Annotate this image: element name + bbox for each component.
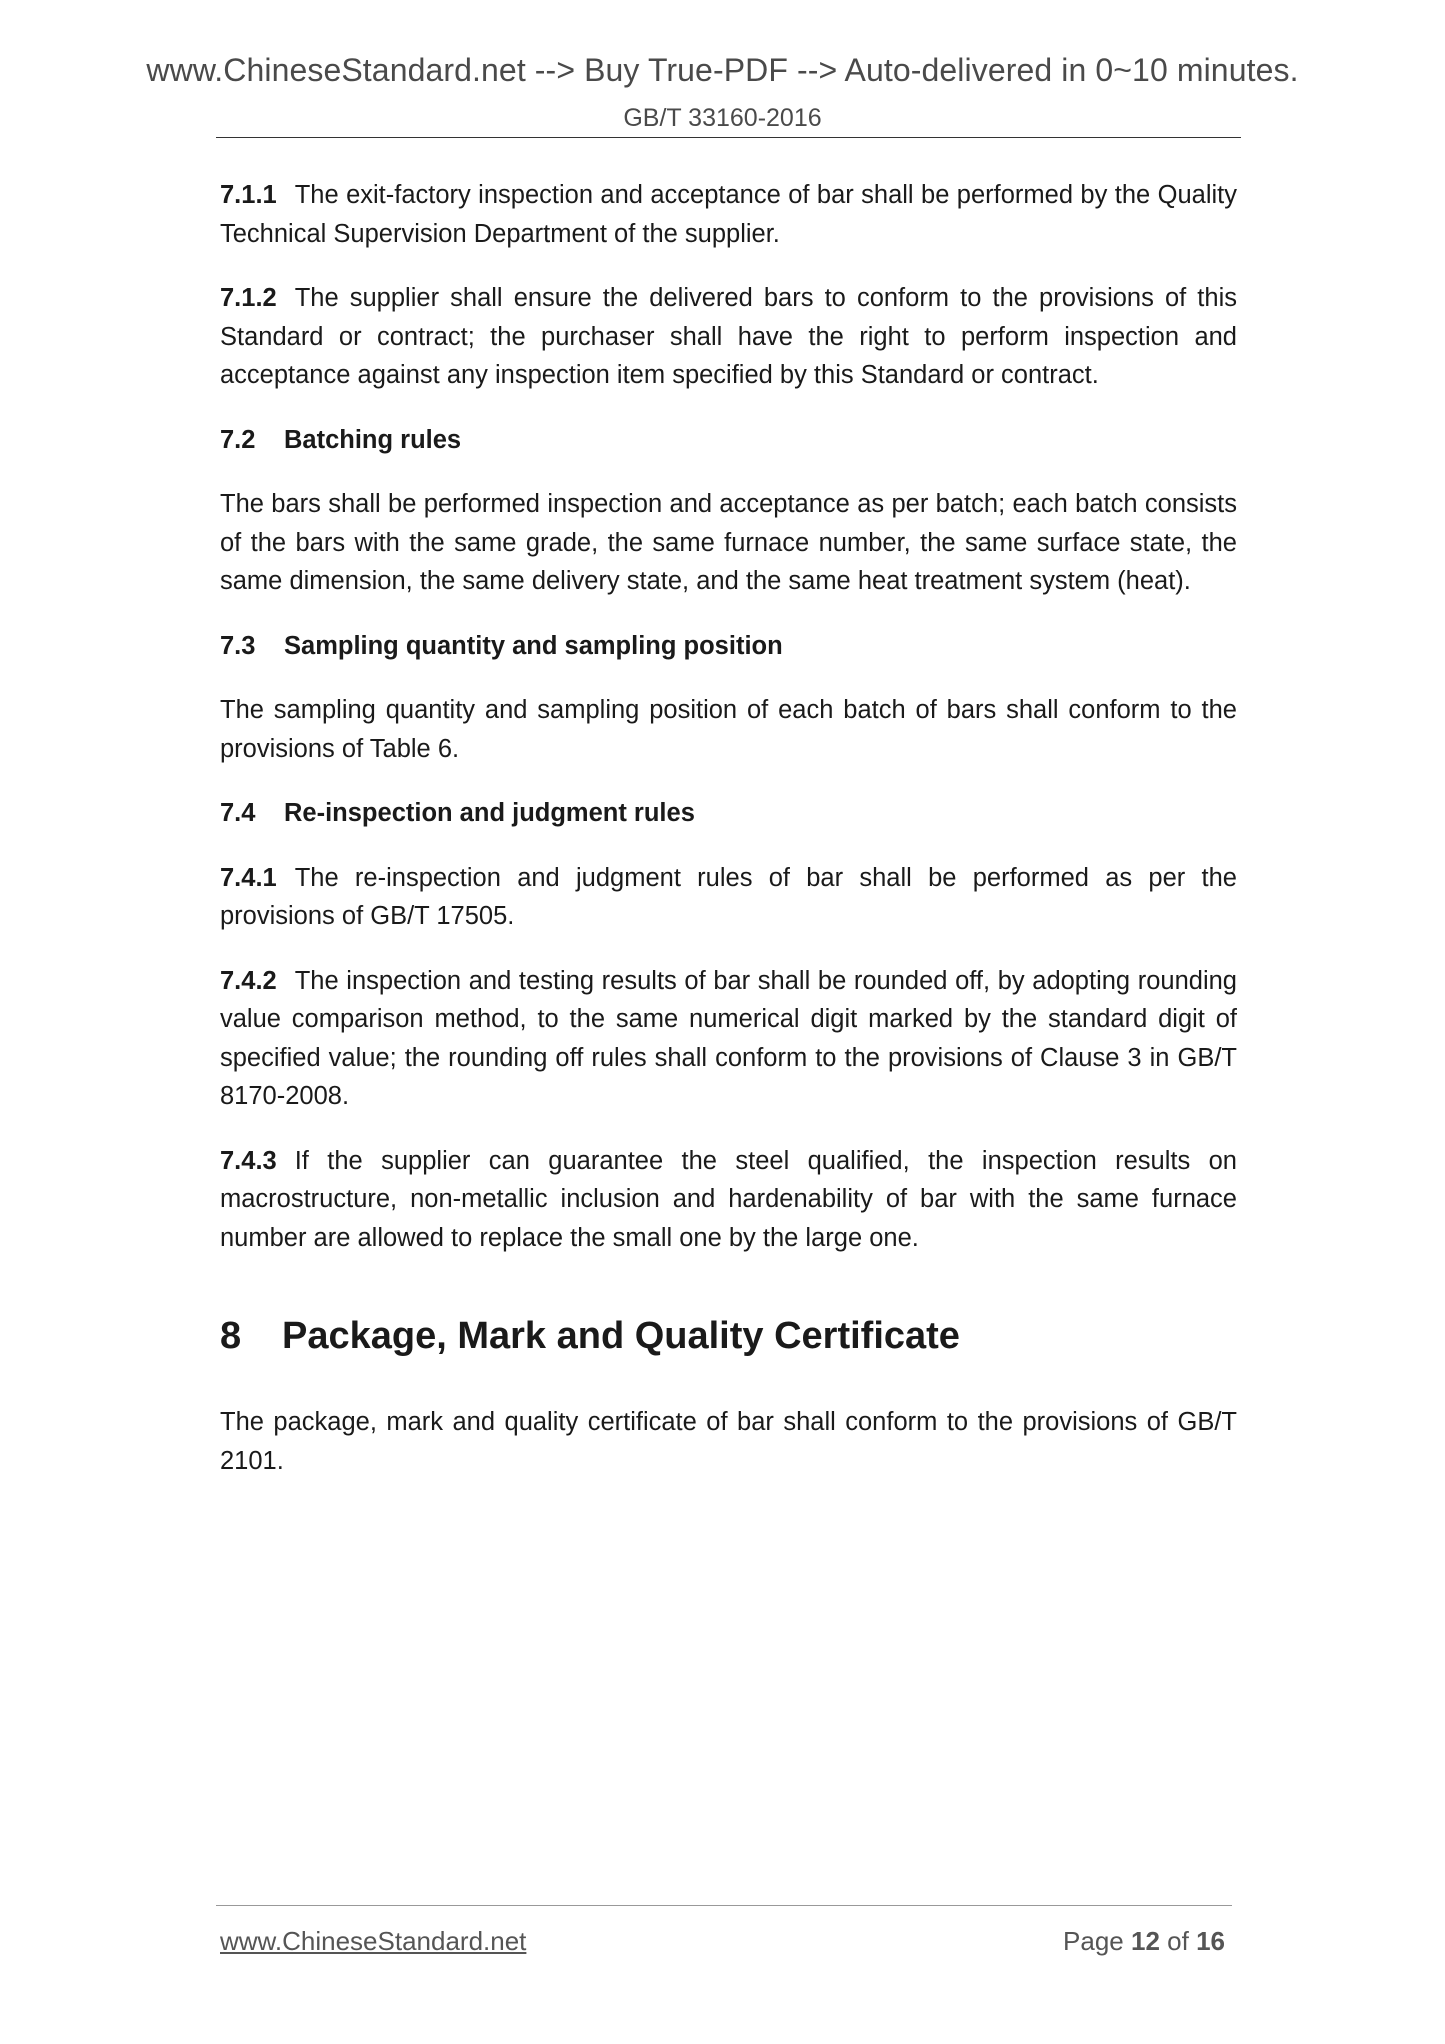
section-title: Batching rules (284, 425, 462, 454)
page-current: 12 (1131, 1926, 1160, 1956)
clause-text: The supplier shall ensure the delivered bars to conform to the provisions of this Standard or contract; the purchaser shall have the right to perform inspection and acceptance against any inspection item specified by this Standard or contract. (220, 284, 1237, 389)
clause-number: 7.1.1 (220, 181, 277, 209)
clause-7-4-1 (220, 859, 1237, 936)
clause-text: The inspection and testing results of bar shall be rounded off, by adopting rounding value comparison method, to the same numerical digit marked by the standard digit of specified value; the rounding off rules shall conform to the provisions of Clause 3 in GB/T 8170-2008. (220, 966, 1237, 1110)
of-label: of (1167, 1926, 1189, 1956)
chapter-8-heading (220, 1313, 1237, 1359)
clause-7-1-1 (220, 176, 1237, 253)
header-banner: www.ChineseStandard.net --> Buy True-PDF --> Auto-delivered in 0~10 minutes. (146, 52, 1299, 88)
chapter-title: Package, Mark and Quality Certificate (282, 1315, 960, 1357)
clause-number: 7.4.2 (220, 966, 277, 995)
section-title: Sampling quantity and sampling position (284, 631, 783, 660)
section-7-2-heading (220, 421, 1237, 460)
chapter-8-text: The package, mark and quality certificate of bar shall conform to the provisions of GB/T 2101. (220, 1408, 1237, 1475)
clause-text: The re-inspection and judgment rules of bar shall be performed as per the provisions of GB/T 17505. (220, 863, 1237, 930)
section-7-4-heading (220, 794, 1237, 833)
clause-number: 7.4.3 (220, 1146, 277, 1175)
section-title: Re-inspection and judgment rules (284, 799, 695, 827)
clause-text: If the supplier can guarantee the steel qualified, the inspection results on macrostructure, non-metallic inclusion and hardenability of bar with the same furnace number are allowed to replace the small one by the large one. (220, 1146, 1237, 1252)
section-7-2-text: The bars shall be performed inspection and acceptance as per batch; each batch consists of the bars with the same grade, the same furnace number, the same surface state, the same dimension, the same delivery state, and the same heat treatment system (heat). (220, 490, 1237, 595)
document-body (220, 176, 1237, 1506)
clause-7-4-2 (220, 962, 1237, 1116)
standard-code: GB/T 33160-2016 (623, 104, 822, 132)
chapter-number: 8 (220, 1315, 242, 1357)
section-number: 7.2 (220, 425, 256, 454)
header-divider (216, 137, 1241, 138)
section-number: 7.3 (220, 631, 256, 660)
footer-site-link[interactable]: www.ChineseStandard.net (220, 1926, 527, 1956)
page-label: Page (1063, 1926, 1124, 1956)
clause-number: 7.4.1 (220, 863, 277, 892)
section-number: 7.4 (220, 799, 256, 827)
page-total: 16 (1196, 1926, 1225, 1956)
section-7-3-text: The sampling quantity and sampling position of each batch of bars shall conform to the provisions of Table 6. (220, 696, 1237, 763)
section-7-3-heading (220, 627, 1237, 666)
page-indicator (1063, 1926, 1225, 1957)
clause-number: 7.1.2 (220, 284, 277, 312)
footer-divider (216, 1905, 1232, 1906)
clause-text: The exit-factory inspection and acceptance of bar shall be performed by the Quality Technical Supervision Department of the supplier. (220, 181, 1237, 248)
clause-7-1-2 (220, 279, 1237, 395)
clause-7-4-3 (220, 1142, 1237, 1258)
